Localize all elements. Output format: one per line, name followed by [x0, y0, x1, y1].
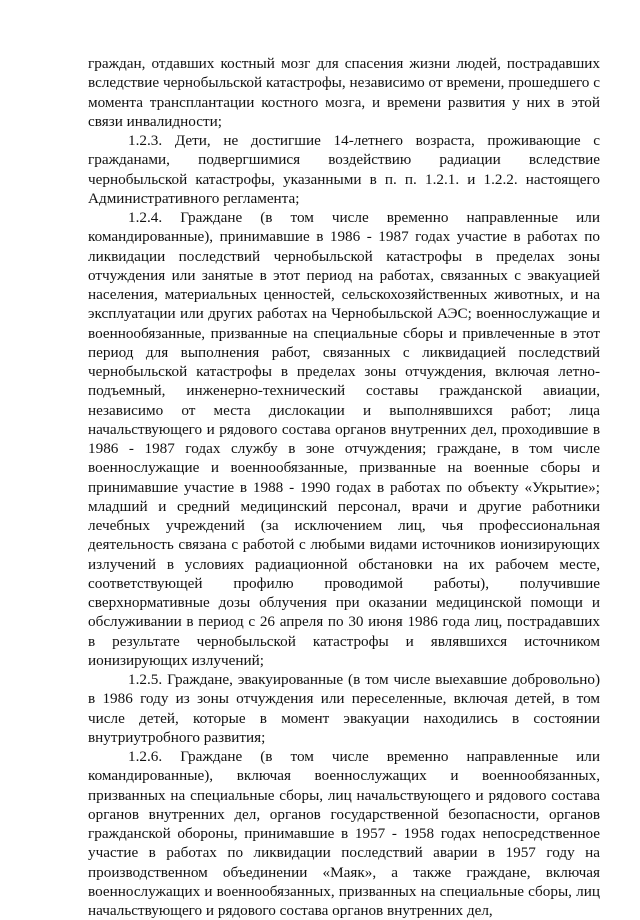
paragraph-item-1-2-5: 1.2.5. Граждане, эвакуированные (в том числе выехавшие добровольно) в 1986 году из зоны отчуждения или переселенные, включая детей, в том числе детей, которые в момент эвакуации находились в состоянии внутриутробного развития;	[88, 671, 600, 746]
paragraph-continuation: граждан, отдавших костный мозг для спасения жизни людей, пострадавших вследствие чернобыльской катастрофы, независимо от времени, прошедшего с момента трансплантации костного мозга, и времени развития у них в этой связи инвалидности;	[88, 55, 600, 130]
paragraph-item-1-2-3: 1.2.3. Дети, не достигшие 14-летнего возраста, проживающие с гражданами, подвергшимися воздействию радиации вследствие чернобыльской катастрофы, указанными в п. п. 1.2.1. и 1.2.2. настоящего Административного регламента;	[88, 132, 600, 207]
paragraph-item-1-2-4: 1.2.4. Граждане (в том числе временно направленные или командированные), принимавшие в 1986 - 1987 годах участие в работах по ликвидации последствий чернобыльской катастрофы в пределах зоны отчуждения или занятые в этот период на работах, связанных с эвакуацией населения, материальных ценностей, сельскохозяйственных животных, и на эксплуатации или других работах на Чернобыльской АЭС; военнослужащие и военнообязанные, призванные на специальные сборы и привлеченные в этот период для выполнения работ, связанных с ликвидацией последствий чернобыльской катастрофы в пределах зоны отчуждения, включая летно-подъемный, инженерно-технический составы гражданской авиации, независимо от места дислокации и выполнявшихся работ; лица начальствующего и рядового состава органов внутренних дел, проходившие в 1986 - 1987 годах службу в зоне отчуждения; граждане, в том числе военнослужащие и военнообязанные, призванные на военные сборы и принимавшие участие в 1988 - 1990 годах в работах по объекту «Укрытие»; младший и средний медицинский персонал, врачи и другие работники лечебных учреждений (за исключением лиц, чья профессиональная деятельность связана с работой с любыми видами источников ионизирующих излучений в условиях радиационной обстановки на их рабочем месте, соответствующей профилю проводимой работы), получившие сверхнормативные дозы облучения при оказании медицинской помощи и обслуживании в период с 26 апреля по 30 июня 1986 года лиц, пострадавших в результате чернобыльской катастрофы и являвшихся источником ионизирующих излучений;	[88, 209, 600, 669]
paragraph-item-1-2-6: 1.2.6. Граждане (в том числе временно направленные или командированные), включая военнослужащих и военнообязанных, призванных на специальные сборы, лиц начальствующего и рядового состава органов внутренних дел, органов государственной безопасности, органов гражданской обороны, принимавшие в 1957 - 1958 годах непосредственное участие в работах по ликвидации последствий аварии в 1957 году на производственном объединении «Маяк», а также граждане, включая военнослужащих и военнообязанных, призванных на специальные сборы, лиц начальствующего и рядового состава органов внутренних дел,	[88, 748, 600, 919]
